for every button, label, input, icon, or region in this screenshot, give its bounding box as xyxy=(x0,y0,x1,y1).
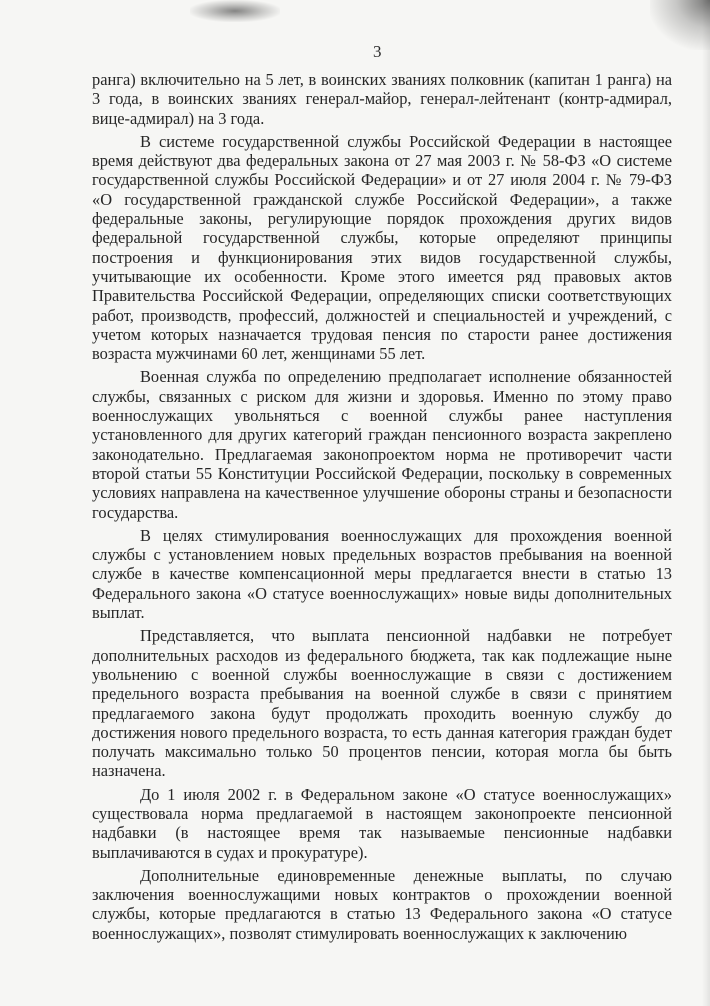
page-number: 3 xyxy=(373,42,382,61)
paragraph: Военная служба по определению предполагает исполнение обязанностей службы, связанных с риском для жизни и здоровья. Именно по этому право военнослужащих увольняться с военной службы ранее наступления установленного для других категорий граждан пенсионного возраста закреплено законодательно. Предлагаемая законопроектом норма не противоречит части второй статьи 55 Конституции Российской Федерации, поскольку в современных условиях направлена на качественное улучшение обороны страны и безопасности государства. xyxy=(92,367,672,522)
scan-smudge-corner xyxy=(650,0,710,50)
paragraph: В системе государственной службы Российской Федерации в настоящее время действуют два федеральных закона от 27 мая 2003 г. № 58-ФЗ «О системе государственной службы Российской Федерации» и от 27 июля 2004 г. № 79-ФЗ «О государственной гражданской службе Российской Федерации», а также федеральные законы, регулирующие порядок прохождения других видов федеральной государственной службы, которые определяют принципы построения и функционирования этих видов государственной службы, учитывающие их особенности. Кроме этого имеется ряд правовых актов Правительства Российской Федерации, определяющих списки соответствующих работ, производств, профессий, должностей и специальностей и учреждений, с учетом которых назначается трудовая пенсия по старости ранее достижения возраста мужчинами 60 лет, женщинами 55 лет. xyxy=(92,131,672,364)
paragraph: ранга) включительно на 5 лет, в воинских званиях полковник (капитан 1 ранга) на 3 года, в воинских званиях генерал-майор, генерал-лейтенант (контр-адмирал, вице-адмирал) на 3 года. xyxy=(92,70,672,128)
scan-edge-shadow xyxy=(702,0,710,1006)
paragraph: Дополнительные единовременные денежные выплаты, по случаю заключения военнослужащими новых контрактов о прохождении военной службы, которые предлагаются в статью 13 Федерального закона «О статусе военнослужащих», позволят стимулировать военнослужащих к заключению xyxy=(92,865,672,943)
paragraph: До 1 июля 2002 г. в Федеральном законе «О статусе военнослужащих» существовала норма предлагаемой в настоящем законопроекте пенсионной надбавки (в настоящее время так называемые пенсионные надбавки выплачиваются в судах и прокуратуре). xyxy=(92,784,672,862)
document-body xyxy=(92,70,672,943)
scan-smudge xyxy=(190,0,280,22)
paragraph: Представляется, что выплата пенсионной надбавки не потребует дополнительных расходов из федерального бюджета, так как подлежащие ныне увольнению с военной службы военнослужащие в связи с достижением предельного возраста пребывания на военной службе в связи с принятием предлагаемого закона будут продолжать проходить военную службу до достижения нового предельного возраста, то есть данная категория граждан будет получать максимально только 50 процентов пенсии, которая могла бы быть назначена. xyxy=(92,626,672,781)
paragraph: В целях стимулирования военнослужащих для прохождения военной службы с установлением новых предельных возрастов пребывания на военной службе в качестве компенсационной меры предлагается внести в статью 13 Федерального закона «О статусе военнослужащих» новые виды дополнительных выплат. xyxy=(92,525,672,623)
